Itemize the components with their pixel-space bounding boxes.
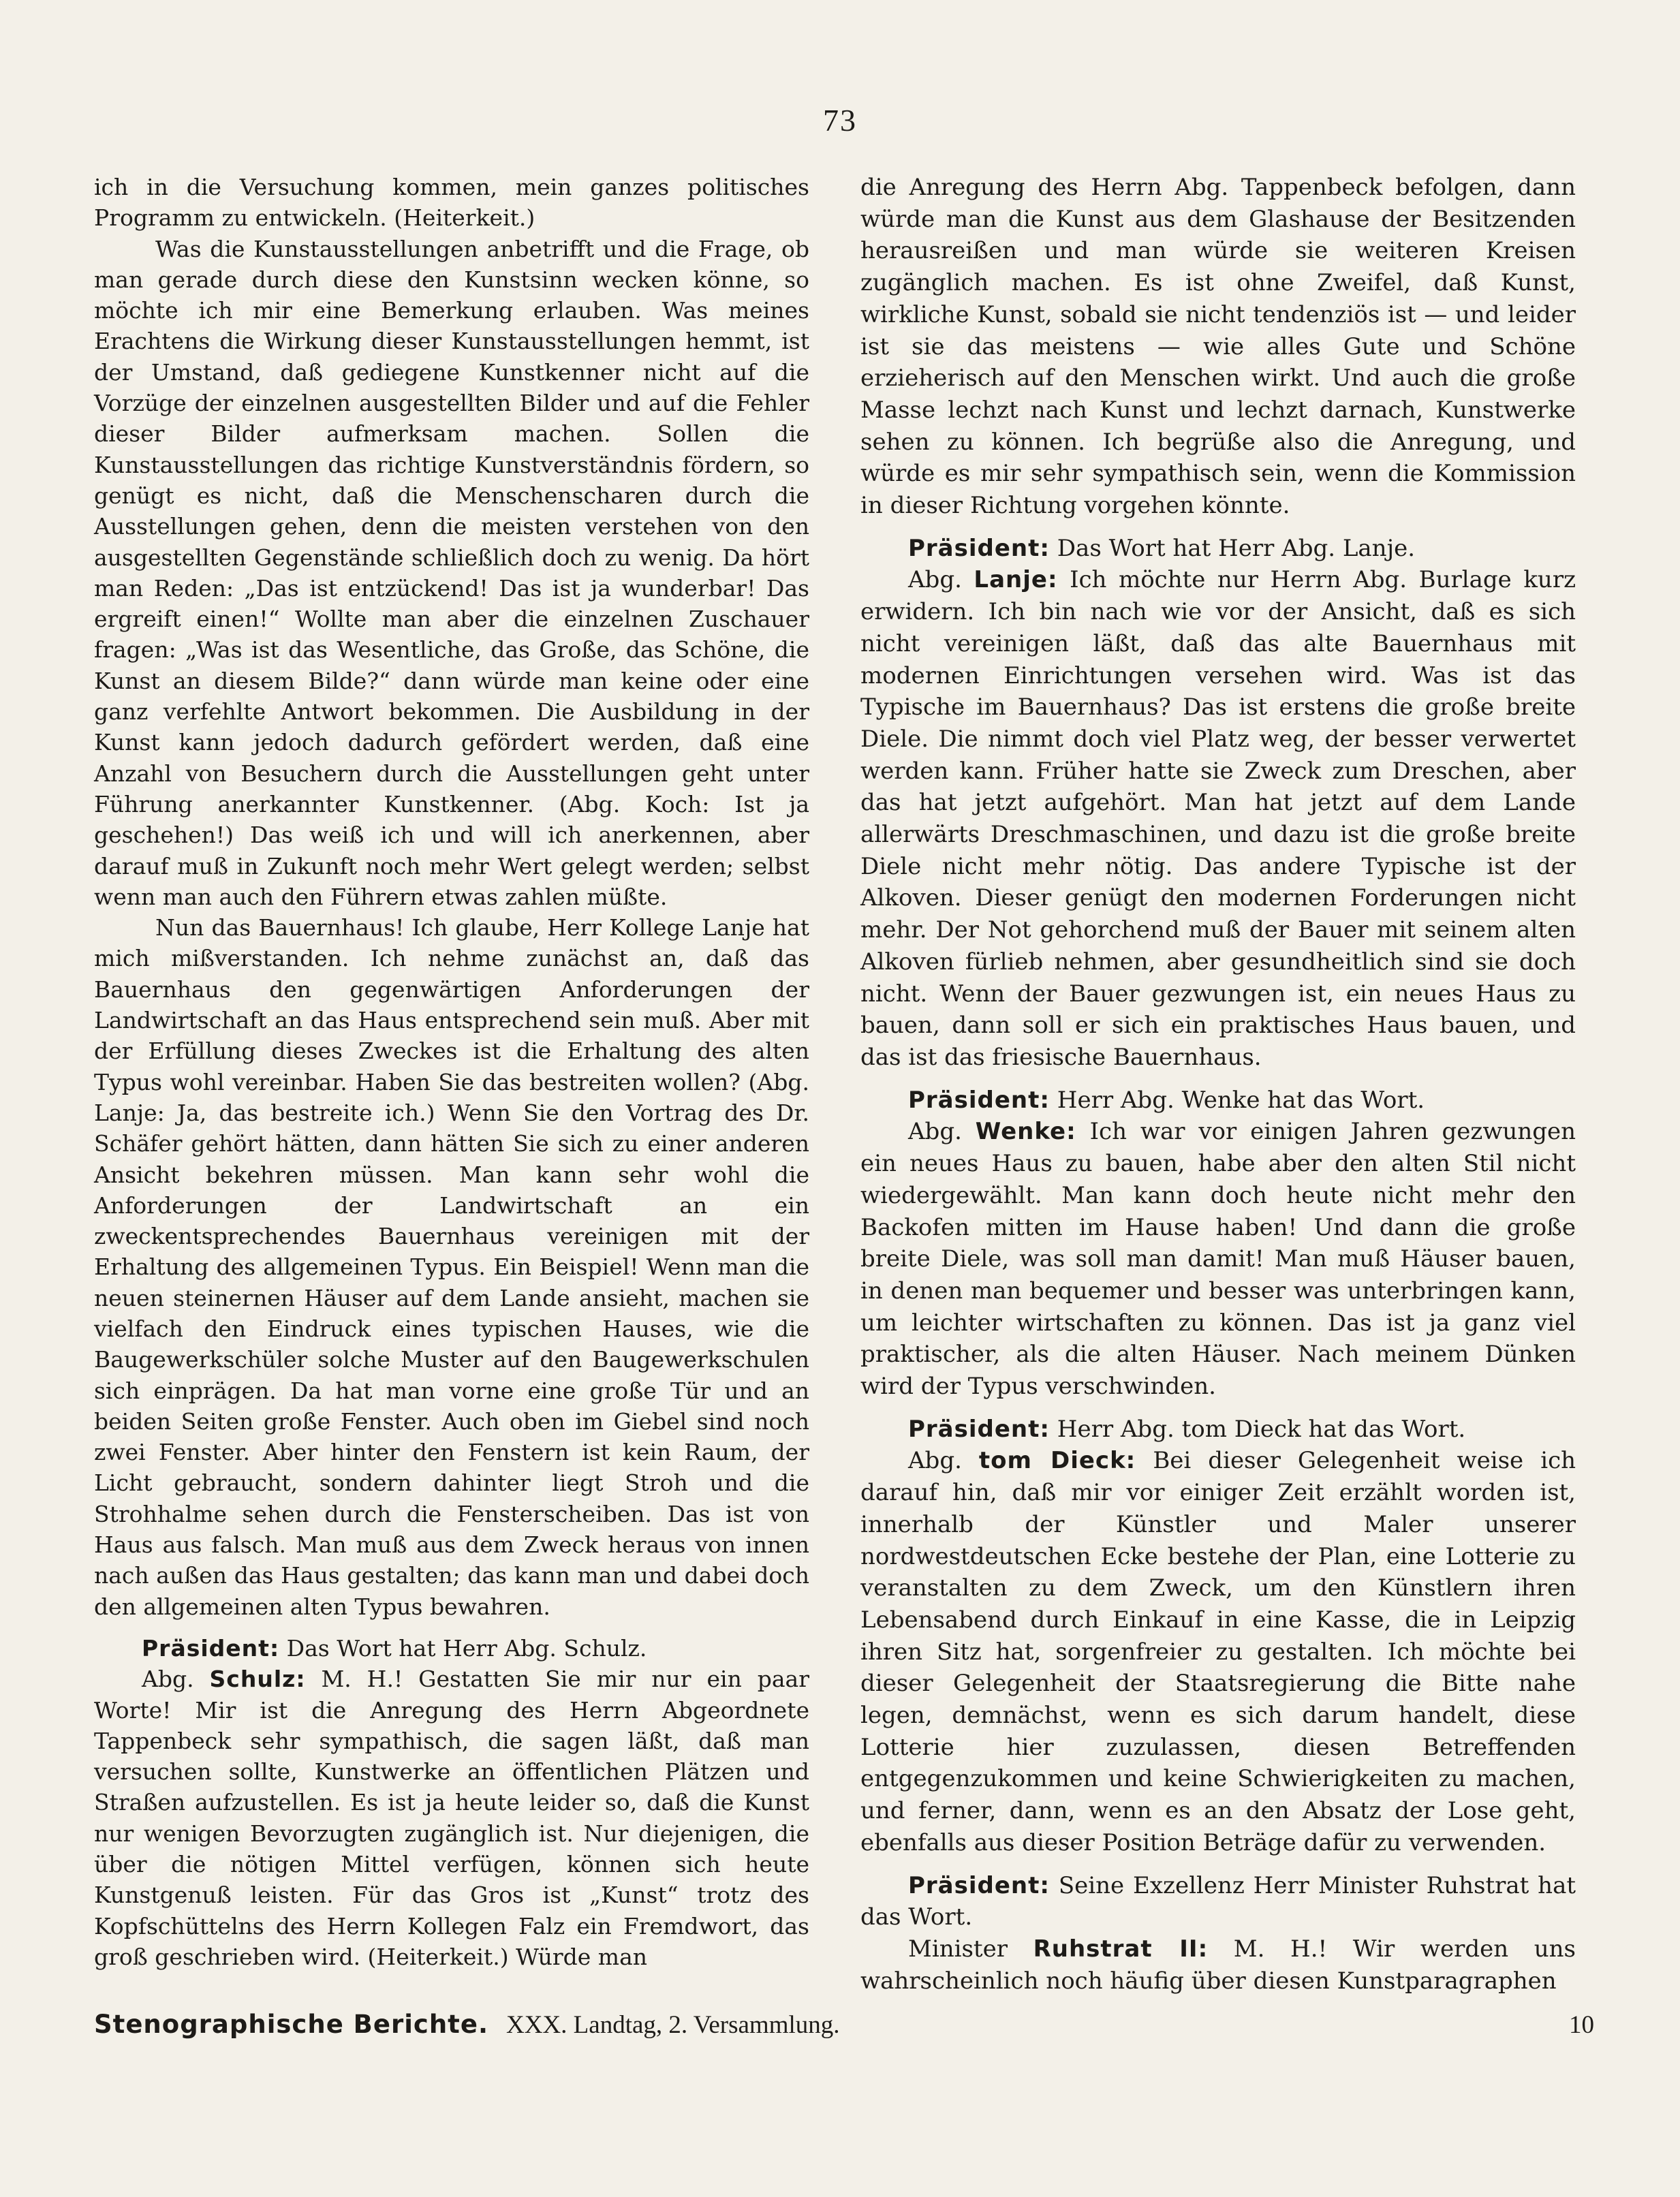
speaker-name: tom Dieck: <box>978 1447 1136 1475</box>
statement-text: M. H.! Wir werden uns wahrscheinlich noch häufig über diesen Kunstparagraphen <box>860 1935 1576 1995</box>
footer-journal-title: Stenographische Berichte. <box>94 2010 489 2039</box>
footer <box>94 2010 1600 2040</box>
president-statement <box>860 1414 1576 1446</box>
speaker-prefix: Abg. <box>142 1666 194 1693</box>
speaker-label: Präsident: <box>908 1415 1050 1443</box>
speaker-label: Präsident: <box>142 1634 280 1662</box>
paragraph: Was die Kunstausstellungen anbetrifft und die Frage, ob man gerade durch diese den Kunstsinn wecken könne, so möchte ich mir eine Bemerkung erlauben. Was meines Erachtens die Wirkung dieser Kunstausstellungen hemmt, ist der Umstand, daß gediegene Kunstkenner nicht auf die Vorzüge der einzelnen ausgestellten Bilder und auf die Fehler dieser Bilder aufmerksam machen. Sollen die Kunstausstellungen das richtige Kunstverständnis fördern, so genügt es nicht, daß die Menschenscharen durch die Ausstellungen gehen, denn die meisten verstehen von den ausgestellten Gegenstände schließlich doch zu wenig. Da hört man Reden: „Das ist entzückend! Das ist ja wunderbar! Das ergreift einen!“ Wollte man aber die einzelnen Zuschauer fragen: „Was ist das Wesentliche, das Große, das Schöne, die Kunst an diesem Bilde?“ dann würde man keine oder eine ganz verfehlte Antwort bekommen. Die Ausbildung in der Kunst kann jedoch dadurch gefördert werden, daß eine Anzahl von Besuchern durch die Ausstellungen geht unter Führung anerkannter Kunstkenner. (Abg. Koch: Ist ja geschehen!) Das weiß ich und will ich anerkennen, aber darauf muß in Zukunft noch mehr Wert gelegt werden; selbst wenn man auch den Führern etwas zahlen müßte. <box>94 235 809 910</box>
page-number: 73 <box>823 103 857 138</box>
statement-text: Herr Abg. Wenke hat das Wort. <box>1057 1086 1425 1114</box>
statement-text: Ich möchte nur Herrn Abg. Burlage kurz erwidern. Ich bin nach wie vor der Ansicht, daß es sich nicht vereinigen läßt, daß das alte Bauernhaus mit modernen Einrichtungen versehen wird. Was ist das Typische im Bauernhaus? Das ist erstens die große breite Diele. Die nimmt doch viel Platz weg, der besser verwertet werden kann. Früher hatte sie Zweck zum Dreschen, aber das hat jetzt aufgehört. Man hat jetzt auf dem Lande allerwärts Dreschmaschinen, und dazu ist die große breite Diele nicht mehr nötig. Das andere Typische ist der Alkoven. Dieser genügt den modernen Forderungen nicht mehr. Der Not gehorchend muß der Bauer mit seinem alten Alkoven fürlieb nehmen, aber gesundheitlich sind sie doch nicht. Wenn der Bauer gezwungen ist, ein neues Haus zu bauen, dann soll er sich ein praktisches Haus bauen, und das ist das friesische Bauernhaus. <box>860 566 1576 1071</box>
speaker-prefix: Abg. <box>908 1447 962 1475</box>
statement-text: Das Wort hat Herr Abg. Lanje. <box>1057 534 1416 562</box>
speaker-statement <box>860 1445 1576 1858</box>
paragraph: Nun das Bauernhaus! Ich glaube, Herr Kollege Lanje hat mich mißverstanden. Ich nehme zunächst an, daß das Bauernhaus den gegenwärtigen Anforderungen der Landwirtschaft an das Haus entsprechend sein muß. Aber mit der Erfüllung dieses Zweckes ist die Erhaltung des alten Typus wohl vereinbar. Haben Sie das bestreiten wollen? (Abg. Lanje: Ja, das bestreite ich.) Wenn Sie den Vortrag des Dr. Schäfer gehört hätten, dann hätten Sie sich zu einer anderen Ansicht bekehren müssen. Man kann sehr wohl die Anforderungen der Landwirtschaft an ein zweckentsprechendes Bauernhaus vereinigen mit der Erhaltung des allgemeinen Typus. Ein Beispiel! Wenn man die neuen steinernen Häuser auf dem Lande ansieht, machen sie vielfach den Eindruck eines typischen Hauses, wie die Baugewerkschüler solche Muster auf den Baugewerkschulen sich einprägen. Da hat man vorne eine große Tür und an beiden Seiten große Fenster. Auch oben im Giebel sind noch zwei Fenster. Aber hinter den Fenstern ist kein Raum, der Licht gebraucht, sondern dahinter liegt Stroh und die Strohhalme sehen durch die Fensterscheiben. Das ist von Haus aus falsch. Man muß aus dem Zweck heraus von innen nach außen das Haus gestalten; das kann man und dabei doch den allgemeinen alten Typus bewahren. <box>94 914 809 1620</box>
statement-text: Das Wort hat Herr Abg. Schulz. <box>286 1634 647 1662</box>
speaker-name: Ruhstrat II: <box>1033 1935 1209 1963</box>
speaker-prefix: Abg. <box>908 1118 962 1146</box>
president-statement <box>860 533 1576 565</box>
statement-text: Ich war vor einigen Jahren gezwungen ein neues Haus zu bauen, habe aber den alten Stil nicht wiedergewählt. Man kann doch heute nicht mehr den Backofen mitten im Hause haben! Und dann die große breite Diele, was soll man damit! Man muß Häuser bauen, in denen man bequemer und besser was unterbringen kann, um leichter wirtschaften zu können. Das ist ja ganz viel praktischer, als die alten Häuser. Nach meinem Dünken wird der Typus verschwinden. <box>860 1118 1576 1401</box>
speaker-prefix: Minister <box>908 1935 1008 1963</box>
speaker-statement <box>94 1664 809 1972</box>
paragraph-continued: die Anregung des Herrn Abg. Tappenbeck befolgen, dann würde man die Kunst aus dem Glashause der Besitzenden herausreißen und man würde sie weiteren Kreisen zugänglich machen. Es ist ohne Zweifel, daß Kunst, wirkliche Kunst, sobald sie nicht tendenziös ist — und leider ist sie das meistens — wie alles Gute und Schöne erzieherisch auf den Menschen wirkt. Und auch die große Masse lechzt nach Kunst und lechzt darnach, Kunstwerke sehen zu können. Ich begrüße also die Anregung, und würde es mir sehr sympathisch sein, wenn die Kommission in dieser Richtung vorgehen könnte. <box>860 174 1576 520</box>
speaker-name: Schulz: <box>209 1666 306 1693</box>
right-column <box>860 172 1576 1997</box>
president-statement <box>860 1085 1576 1117</box>
paragraph-continued: ich in die Versuchung kommen, mein ganzes politisches Programm zu entwickeln. (Heiterkeit.) <box>94 174 809 232</box>
speaker-prefix: Abg. <box>908 566 962 594</box>
speaker-label: Präsident: <box>908 534 1050 562</box>
footer-session: XXX. Landtag, 2. Versammlung. <box>506 2011 840 2039</box>
statement-text: Bei dieser Gelegenheit weise ich darauf hin, daß mir vor einiger Zeit erzählt worden ist, innerhalb der Künstler und Maler unserer nordwestdeutschen Ecke bestehe der Plan, eine Lotterie zu veranstalten zu dem Zweck, um den Künstlern ihren Lebensabend durch Einkauf in eine Kasse, die in Leipzig ihren Sitz hat, sorgenfreier zu gestalten. Ich möchte bei dieser Gelegenheit der Staatsregierung die Bitte nahe legen, demnächst, wenn es sich darum handelt, diese Lotterie hier zuzulassen, diesen Betreffenden entgegenzukommen und keine Schwierigkeiten zu machen, und ferner, dann, wenn es an den Absatz der Lose geht, ebenfalls aus dieser Position Beträge dafür zu verwenden. <box>860 1447 1576 1856</box>
speaker-label: Präsident: <box>908 1871 1050 1899</box>
president-statement <box>94 1633 809 1664</box>
speaker-statement <box>860 1116 1576 1402</box>
president-statement <box>860 1870 1576 1933</box>
left-column <box>94 172 809 1972</box>
speaker-statement <box>860 1933 1576 1997</box>
speaker-name: Wenke: <box>975 1118 1076 1146</box>
speaker-name: Lanje: <box>974 566 1058 594</box>
speaker-statement <box>860 564 1576 1073</box>
statement-text: Herr Abg. tom Dieck hat das Wort. <box>1057 1415 1466 1443</box>
statement-text: Seine Exzellenz Herr Minister Ruhstrat hat das Wort. <box>860 1871 1576 1931</box>
footer-sheet-number: 10 <box>1569 2011 1594 2039</box>
statement-text: M. H.! Gestatten Sie mir nur ein paar Worte! Mir ist die Anregung des Herrn Abgeordnete Tappenbeck sehr sympathisch, die sagen läßt, daß man versuchen sollte, Kunstwerke an öffentlichen Plätzen und Straßen aufzustellen. Es ist ja heute leider so, daß die Kunst nur wenigen Bevorzugten zugänglich ist. Nur diejenigen, die über die nötigen Mittel verfügen, können sich heute Kunstgenuß leisten. Für das Gros ist „Kunst“ trotz des Kopfschüttelns des Herrn Kollegen Falz ein Fremdwort, das groß geschrieben wird. (Heiterkeit.) Würde man <box>94 1666 810 1970</box>
speaker-label: Präsident: <box>908 1086 1050 1114</box>
